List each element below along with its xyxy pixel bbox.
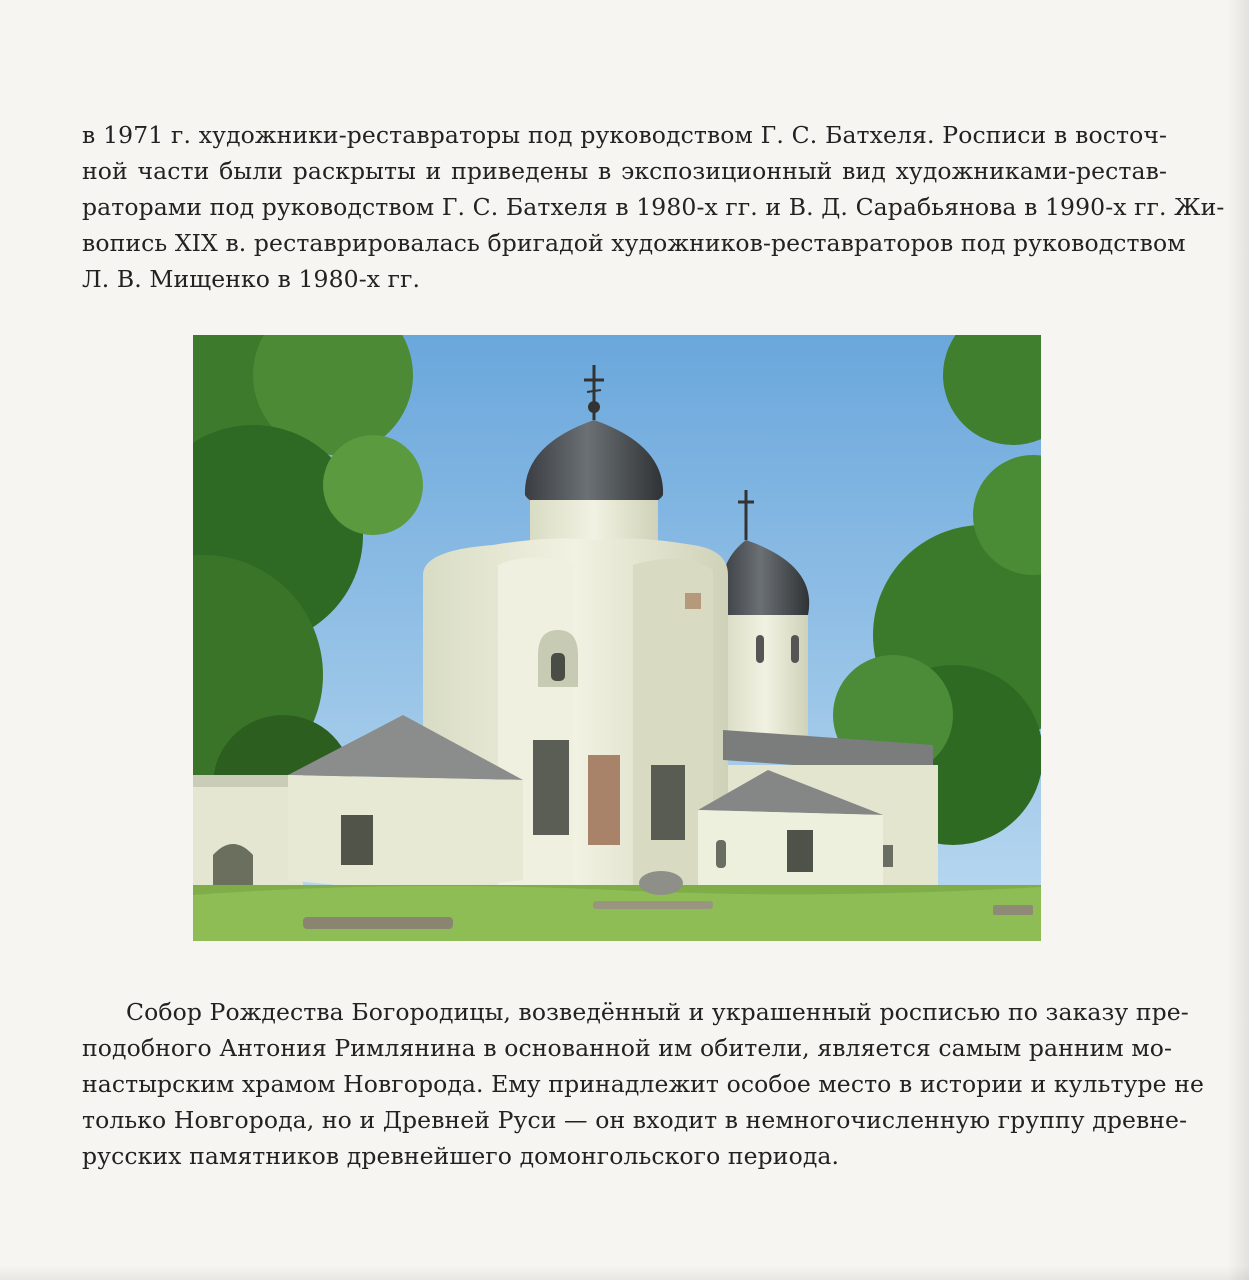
- paragraph-line: подобного Антония Римлянина в основанной им обители, является самым ранним мо-: [82, 1034, 1173, 1062]
- paragraph-line: Л. В. Мищенко в 1980-х гг.: [82, 265, 421, 293]
- paragraph-line: Собор Рождества Богородицы, возведённый и украшенный росписью по заказу пре-: [126, 998, 1189, 1026]
- cathedral-illustration: [193, 335, 1041, 941]
- page-edge-shadow: [1227, 0, 1249, 1280]
- bottom-paragraph: [82, 994, 1204, 1174]
- page-bottom-shadow: [0, 1266, 1249, 1280]
- top-paragraph: [82, 117, 1225, 297]
- left-annex: [193, 775, 303, 895]
- right-apse: [698, 730, 938, 885]
- paragraph-line: вопись XIX в. реставрировалась бригадой художников-реставраторов под руководством: [82, 229, 1186, 257]
- paragraph-line: настырским храмом Новгорода. Ему принадлежит особое место в истории и культуре не: [82, 1070, 1204, 1098]
- paragraph-line: ной части были раскрыты и приведены в экспозиционный вид художниками-рестав-: [82, 157, 1167, 185]
- cathedral-photo: [193, 335, 1041, 941]
- paragraph-line: раторами под руководством Г. С. Батхеля в 1980-х гг. и В. Д. Сарабьянова в 1990-х гг. Жи-: [82, 193, 1225, 221]
- paragraph-line: в 1971 г. художники-реставраторы под руководством Г. С. Батхеля. Росписи в восточ-: [82, 121, 1167, 149]
- paragraph-line: русских памятников древнейшего домонгольского периода.: [82, 1142, 840, 1170]
- paragraph-line: только Новгорода, но и Древней Руси — он входит в немногочисленную группу древне-: [82, 1106, 1188, 1134]
